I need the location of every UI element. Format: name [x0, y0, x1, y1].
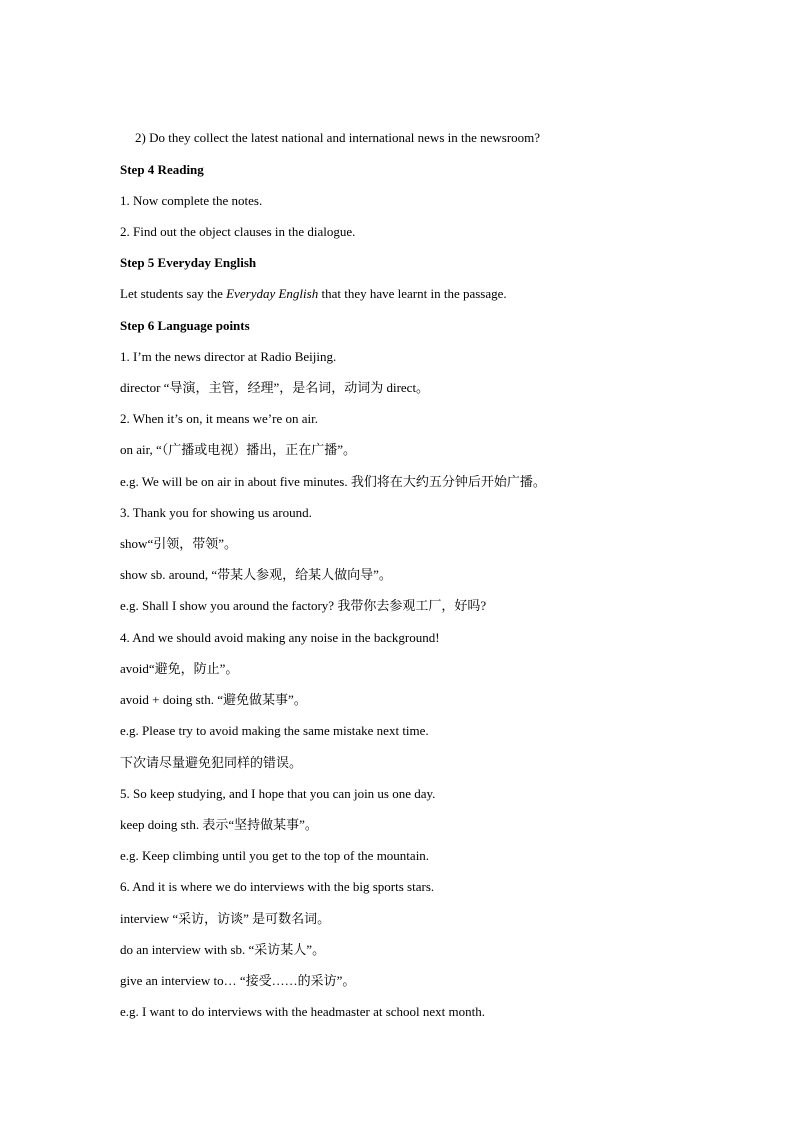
point-6-note-1: interview “采访，访谈” 是可数名词。 — [120, 911, 331, 926]
step-5-text-before: Let students say the — [120, 286, 227, 301]
point-4-note-2: avoid + doing sth. “避免做某事”。 — [120, 692, 307, 707]
step-5-text-em: Everyday English — [226, 286, 319, 301]
point-2-example: e.g. We will be on air in about five minutes. 我们将在大约五分钟后开始广播。 — [120, 474, 546, 489]
point-6-note-3: give an interview to… “接受……的采访”。 — [120, 973, 356, 988]
point-4-example: e.g. Please try to avoid making the same mistake next time. — [120, 723, 429, 738]
step-4-item-2: 2. Find out the object clauses in the dialogue. — [120, 224, 356, 239]
point-3-note-2: show sb. around, “带某人参观，给某人做向导”。 — [120, 567, 392, 582]
question-2: 2) Do they collect the latest national and international news in the newsroom? — [135, 130, 541, 145]
step-4-item-1: 1. Now complete the notes. — [120, 193, 263, 208]
step-5-text-after: that they have learnt in the passage. — [318, 286, 507, 301]
point-4-sentence: 4. And we should avoid making any noise in the background! — [120, 630, 440, 645]
point-4-translation: 下次请尽量避免犯同样的错误。 — [120, 755, 303, 770]
step-5-heading: Step 5 Everyday English — [120, 255, 257, 270]
point-6-sentence: 6. And it is where we do interviews with the big sports stars. — [120, 879, 435, 894]
point-4-note-1: avoid“避免，防止”。 — [120, 661, 239, 676]
point-5-example: e.g. Keep climbing until you get to the top of the mountain. — [120, 848, 430, 863]
point-3-note-1: show“引领，带领”。 — [120, 536, 237, 551]
point-2-note: on air, “（广播或电视）播出，正在广播”。 — [120, 442, 356, 457]
point-3-example: e.g. Shall I show you around the factory? 我带你去参观工厂，好吗? — [120, 598, 487, 613]
point-5-note: keep doing sth. 表示“坚持做某事”。 — [120, 817, 318, 832]
point-3-sentence: 3. Thank you for showing us around. — [120, 505, 312, 520]
point-5-sentence: 5. So keep studying, and I hope that you can join us one day. — [120, 786, 436, 801]
point-1-sentence: 1. I’m the news director at Radio Beijing. — [120, 349, 337, 364]
step-6-heading: Step 6 Language points — [120, 318, 250, 333]
point-6-example: e.g. I want to do interviews with the headmaster at school next month. — [120, 1004, 485, 1019]
point-1-note: director “导演，主管，经理”，是名词，动词为 direct。 — [120, 380, 430, 395]
point-6-note-2: do an interview with sb. “采访某人”。 — [120, 942, 326, 957]
point-2-sentence: 2. When it’s on, it means we’re on air. — [120, 411, 318, 426]
step-4-heading: Step 4 Reading — [120, 162, 204, 177]
step-5-instruction — [120, 286, 507, 302]
